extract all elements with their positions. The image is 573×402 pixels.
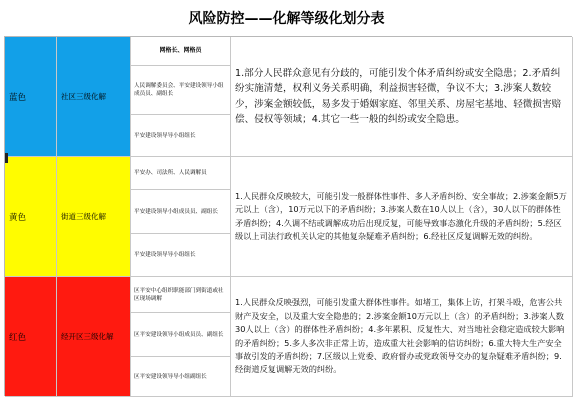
- color-cell-red: [5, 277, 57, 397]
- role-cell: 平安办、司法所、人民调解员: [131, 157, 231, 190]
- row-marker: [5, 153, 8, 163]
- color-label: 黄色: [9, 212, 27, 223]
- level-label: 街道三级化解: [61, 212, 106, 221]
- color-label: 红色: [9, 332, 27, 343]
- level-cell-red: [57, 277, 131, 397]
- role-cell: 平安建设领导导小组组长: [131, 234, 231, 277]
- page-title: 风险防控——化解等级化划分表: [188, 11, 385, 27]
- color-label: 蓝色: [9, 92, 27, 103]
- level-label: 社区三级化解: [61, 92, 106, 101]
- level-cell-blue: [57, 37, 131, 157]
- level-cell-yellow: [57, 157, 131, 277]
- level-label: 经开区三级化解: [61, 332, 114, 341]
- description-cell: 1.人民群众反映强烈，可能引发重大群体性事件。如堵工，集体上访，打架斗殴，危害公共财产及安全，以及重大安全隐患的；2.涉案金额10万元以上（含）的矛盾纠纷；3.涉案人数30人以上（含）的群体性矛盾纠纷；4.多年累积、反复性大、对当地社会稳定造成较大影响的矛盾纠纷；5.多人多次非正常上访，造成重大社会影响的信访纠纷；6.重大特大生产安全事故引发的矛盾纠纷；7.区级以上党委、政府督办或党政领导交办的复杂疑难矛盾纠纷；9.经街道反复调解无效的纠纷。: [231, 277, 573, 397]
- role-cell: 区平安建设领导导小组副组长: [131, 357, 231, 397]
- description-cell: 1.人民群众反映较大，可能引发一般群体性事件、多人矛盾纠纷、安全事故；2.涉案金额5万元以上（含），10万元以下的矛盾纠纷；3.涉案人数在10人以上（含），30人以下的群体性矛盾纠纷；4.久调不结或调解成功后出现反复，可能导致事态激化升级的矛盾纠纷；5.经区级以上司法行政机关认定的其他复杂疑难矛盾纠纷；6.经社区反复调解无效的纠纷。: [231, 157, 573, 277]
- role-cell: 区平安建设领导小组成员员、副组长: [131, 313, 231, 357]
- role-cell: 平安建设领导小组成员员、副组长: [131, 190, 231, 234]
- color-cell-yellow: [5, 157, 57, 277]
- role-cell: 区平安中心组织职能部门到街道或社区现场调解: [131, 277, 231, 313]
- color-cell-blue: [5, 37, 57, 157]
- role-cell: 人民调解委员会、平安建设领导小组成员员、副组长: [131, 66, 231, 115]
- role-cell: 平安建设领导导小组组长: [131, 115, 231, 157]
- roles-header: 网格长、网格员: [131, 37, 231, 66]
- risk-level-table: [4, 36, 572, 396]
- description-cell: 1.部分人民群众意见有分歧的，可能引发个体矛盾纠纷或安全隐患；2.矛盾纠纷实施清楚，权利义务关系明确，利益损害轻微，争议不大；3.涉案人数较少，涉案金额较低，易多发于婚姻家庭、邻里关系、房屋宅基地、轻微损害赔偿、侵权等领域；4.其它一些一般的纠纷或安全隐患。: [231, 37, 573, 157]
